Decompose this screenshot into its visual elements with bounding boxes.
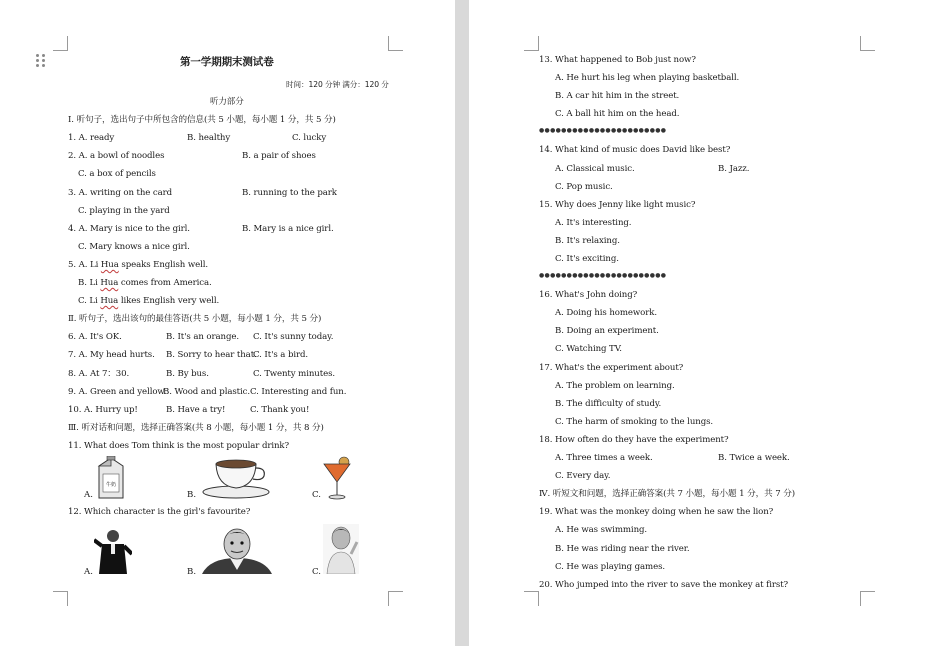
q6-option-a: 6. A. It's OK. — [68, 332, 122, 342]
q6-option-c: C. It's sunny today. — [253, 332, 334, 342]
q9-option-c: C. Interesting and fun. — [250, 387, 347, 397]
page-title: 第一学期期末测试卷 — [180, 56, 274, 68]
q18-option-b: B. Twice a week. — [718, 453, 790, 463]
q16-option-b: B. Doing an experiment. — [555, 326, 659, 336]
q17-question: 17. What's the experiment about? — [539, 363, 684, 373]
separator-line: ●●●●●●●●●●●●●●●●●●●●●●● — [539, 272, 667, 279]
q12-label-b: B. — [187, 567, 197, 577]
q1-number: 1. A. ready — [68, 133, 115, 143]
section-2-heading: Ⅱ. 听句子，选出该句的最佳答语(共 5 小题，每小题 1 分，共 5 分) — [68, 314, 322, 324]
crop-mark-top-right — [388, 36, 403, 51]
crop-mark-top-left — [53, 36, 68, 51]
q18-option-a: A. Three times a week. — [555, 453, 653, 463]
q1-option-c: C. lucky — [292, 133, 327, 143]
exam-time-info: 时间：120 分钟 满分：120 分 — [286, 80, 389, 89]
crop-mark-bottom-right — [860, 591, 875, 606]
q1-option-b: B. healthy — [187, 133, 231, 143]
q18-option-c: C. Every day. — [555, 471, 611, 481]
q6-option-b: B. It's an orange. — [166, 332, 239, 342]
q3-option-b: B. running to the park — [242, 188, 337, 198]
q5-option-b: B. Li Hua comes from America. — [78, 278, 212, 288]
q2-option-b: B. a pair of shoes — [242, 151, 316, 161]
separator-line: ●●●●●●●●●●●●●●●●●●●●●●● — [539, 127, 667, 134]
q4-option-b: B. Mary is a nice girl. — [242, 224, 334, 234]
teacup-image — [200, 456, 272, 500]
q1-option-a: A. ready — [78, 133, 115, 143]
q19-option-b: B. He was riding near the river. — [555, 544, 690, 554]
spellcheck-word: Hua — [100, 260, 119, 270]
crop-mark-top-left — [524, 36, 539, 51]
q14-option-a: A. Classical music. — [555, 164, 635, 174]
milk-carton-label: 牛奶 — [105, 482, 117, 488]
q5-option-c: C. Li Hua likes English very well. — [78, 296, 220, 306]
q11-label-a: A. — [84, 490, 93, 500]
q16-question: 16. What's John doing? — [539, 290, 638, 300]
q14-question: 14. What kind of music does David like best? — [539, 145, 731, 155]
section-4-heading: Ⅳ. 听短文和问题，选择正确答案(共 7 小题，每小题 1 分，共 7 分) — [539, 489, 795, 499]
section-3-heading: Ⅲ. 听对话和问题，选择正确答案(共 8 小题，每小题 1 分，共 8 分) — [68, 423, 324, 433]
spellcheck-word: Hua — [100, 278, 119, 288]
q12-question: 12. Which character is the girl's favourite? — [68, 507, 251, 517]
q4-option-a: 4. A. Mary is nice to the girl. — [68, 224, 190, 234]
q13-question: 13. What happened to Bob just now? — [539, 55, 696, 65]
q16-option-c: C. Watching TV. — [555, 344, 622, 354]
character-b-image — [200, 528, 274, 574]
q13-option-c: C. A ball hit him on the head. — [555, 109, 680, 119]
q12-label-c: C. — [312, 567, 322, 577]
q20-question: 20. Who jumped into the river to save the monkey at first? — [539, 580, 789, 590]
q11-question: 11. What does Tom think is the most popular drink? — [68, 441, 290, 451]
q17-option-b: B. The difficulty of study. — [555, 399, 662, 409]
q15-option-c: C. It's exciting. — [555, 254, 619, 264]
q8-option-b: B. By bus. — [166, 369, 209, 379]
q10-option-b: B. Have a try! — [166, 405, 226, 415]
q19-option-a: A. He was swimming. — [555, 525, 648, 535]
q2-option-c: C. a box of pencils — [78, 169, 156, 179]
q2-option-a: 2. A. a bowl of noodles — [68, 151, 165, 161]
q9-option-b: B. Wood and plastic. — [163, 387, 251, 397]
q15-option-a: A. It's interesting. — [555, 218, 632, 228]
q10-option-c: C. Thank you! — [250, 405, 310, 415]
character-a-image — [94, 528, 132, 574]
q14-option-c: C. Pop music. — [555, 182, 613, 192]
q15-question: 15. Why does Jenny like light music? — [539, 200, 696, 210]
q7-option-b: B. Sorry to hear that. — [166, 350, 257, 360]
q17-option-c: C. The harm of smoking to the lungs. — [555, 417, 714, 427]
q11-label-c: C. — [312, 490, 322, 500]
q14-option-b: B. Jazz. — [718, 164, 750, 174]
q19-question: 19. What was the monkey doing when he saw the lion? — [539, 507, 774, 517]
character-c-image — [323, 524, 359, 574]
q9-option-a: 9. A. Green and yellow. — [68, 387, 167, 397]
q10-option-a: 10. A. Hurry up! — [68, 405, 138, 415]
q15-option-b: B. It's relaxing. — [555, 236, 620, 246]
crop-mark-bottom-right — [388, 591, 403, 606]
q7-option-c: C. It's a bird. — [253, 350, 309, 360]
q13-option-b: B. A car hit him in the street. — [555, 91, 680, 101]
document-page-left — [0, 0, 455, 646]
cocktail-glass-image — [320, 456, 354, 502]
q5-option-a: 5. A. Li Hua speaks English well. — [68, 260, 209, 270]
drag-handle-icon[interactable] — [36, 54, 48, 70]
q11-label-b: B. — [187, 490, 197, 500]
q19-option-c: C. He was playing games. — [555, 562, 666, 572]
q7-option-a: 7. A. My head hurts. — [68, 350, 155, 360]
q4-option-c: C. Mary knows a nice girl. — [78, 242, 190, 252]
q18-question: 18. How often do they have the experiment? — [539, 435, 729, 445]
milk-carton-image — [95, 456, 127, 500]
spellcheck-word: Hua — [100, 296, 119, 306]
q3-option-a: 3. A. writing on the card — [68, 188, 173, 198]
q8-option-a: 8. A. At 7：30. — [68, 369, 130, 379]
q17-option-a: A. The problem on learning. — [555, 381, 675, 391]
q12-label-a: A. — [84, 567, 93, 577]
q8-option-c: C. Twenty minutes. — [253, 369, 336, 379]
q13-option-a: A. He hurt his leg when playing basketball. — [555, 73, 740, 83]
crop-mark-bottom-left — [53, 591, 68, 606]
section-1-heading: Ⅰ. 听句子，选出句子中所包含的信息(共 5 小题，每小题 1 分，共 5 分) — [68, 115, 336, 125]
document-page-right — [469, 0, 939, 646]
q16-option-a: A. Doing his homework. — [555, 308, 657, 318]
crop-mark-top-right — [860, 36, 875, 51]
q3-option-c: C. playing in the yard — [78, 206, 170, 216]
crop-mark-bottom-left — [524, 591, 539, 606]
part-heading: 听力部分 — [210, 97, 244, 107]
